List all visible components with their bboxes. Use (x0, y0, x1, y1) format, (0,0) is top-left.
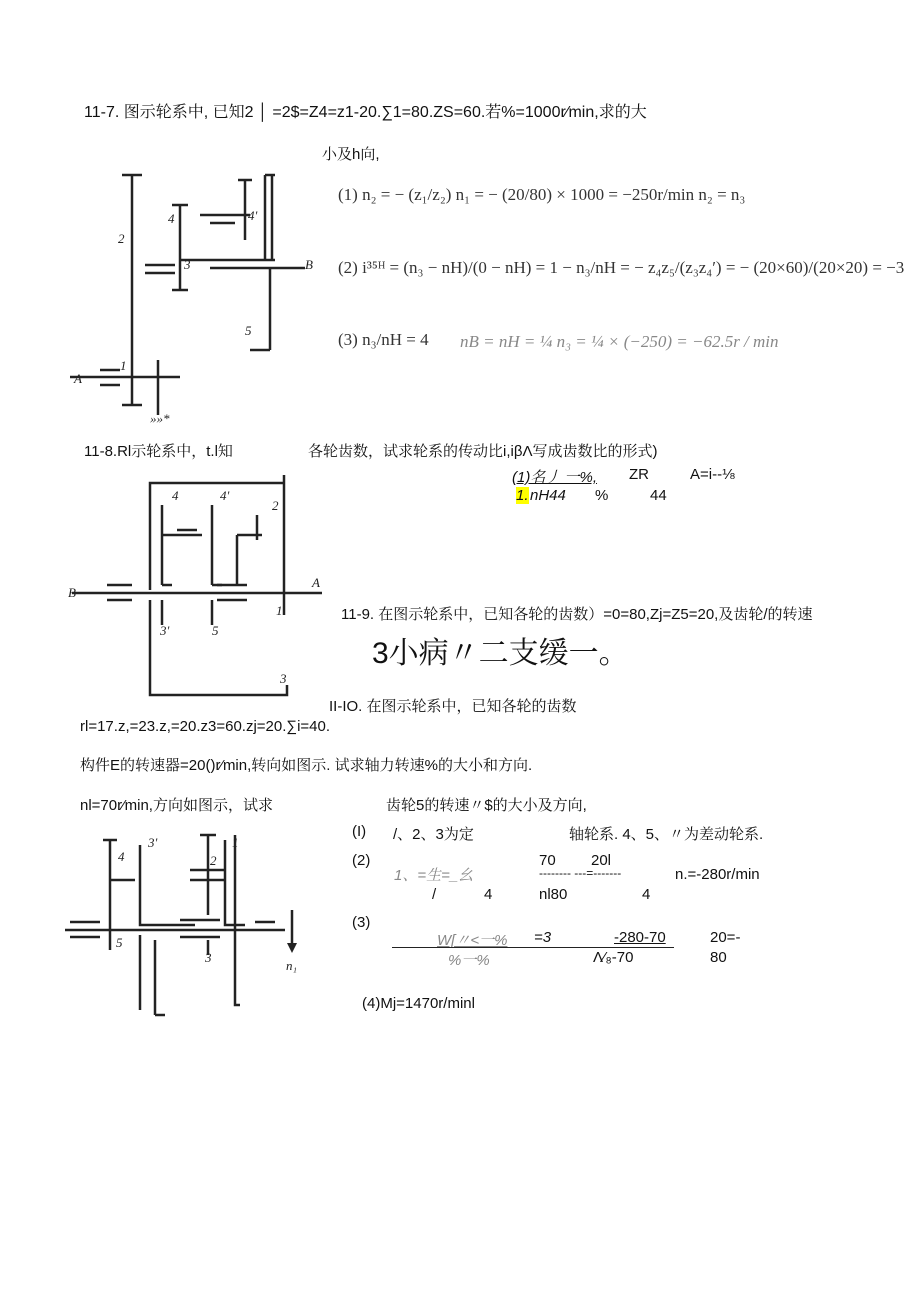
svg-text:2: 2 (210, 853, 217, 868)
answer-2-highlight: 1. (516, 487, 529, 504)
svg-text:4: 4 (118, 849, 125, 864)
step-2-number: (2) (352, 852, 371, 869)
step-3-g: 80 (710, 949, 727, 966)
svg-text:4': 4' (220, 488, 230, 503)
svg-text:2: 2 (118, 231, 125, 246)
svg-text:3': 3' (148, 835, 158, 850)
svg-text:A: A (312, 575, 320, 590)
svg-text:1: 1 (120, 358, 127, 373)
step-2-fraction-line: -------- ---=------- (539, 866, 622, 880)
step-3-e: %一% (448, 952, 490, 969)
gear-train-diagram-11-7 (60, 165, 320, 430)
step-4-result: (4)Mj=1470r/minl (362, 995, 475, 1012)
problem-11-10-heading: II-IO. 在图示轮系中，已知各轮的齿数 (329, 698, 577, 715)
answer-2c: % (595, 487, 609, 504)
solution-step-2: (2) i³⁵ᴴ = (n₃ − nH)/(0 − nH) = 1 − n₃/nH = − z₄z₅/(z₃z₄′) = − (20×60)/(20×20) = −3 (338, 258, 905, 277)
answer-2d: 44 (650, 487, 667, 504)
step-1-text-b: 轴轮系. 4、5、〃为差动轮系. (569, 826, 764, 843)
solution-step-3: (3) n₃/nH = 4 (338, 330, 429, 349)
step-2-g: nl80 (539, 886, 568, 903)
step-3-number: (3) (352, 914, 371, 931)
svg-text:3: 3 (280, 671, 287, 686)
svg-text:n₁: n₁ (286, 958, 298, 973)
problem-11-9-heading: 11-9. 在图示轮系中，已知各轮的齿数）=0=80,Zj=Z5=20,及齿轮/的转速 (341, 606, 813, 623)
step-3-c: -280-70 (614, 929, 666, 946)
teeth-counts: rl=17.z,=23.z,=20.z3=60.zj=20.∑i=40. (80, 718, 331, 735)
step-2-d: 70 (539, 852, 556, 869)
step-3-b: =3 (534, 929, 552, 946)
solution-step-3-result: nB = nH = ¼ n₃ = ¼ × (−250) = −62.5r / min (460, 332, 779, 351)
svg-text:3: 3 (205, 950, 212, 965)
step-2-c: 4 (484, 886, 493, 903)
svg-text:2: 2 (272, 498, 279, 513)
svg-text:A: A (74, 371, 82, 386)
svg-text:B: B (305, 257, 313, 272)
problem-11-9-garbled-line: 3小病〃二支缓一。 (372, 637, 629, 670)
answer-1c: A=i--⅛ (690, 466, 735, 483)
answer-1b: ZR (629, 466, 649, 483)
step-2-e: 20l (591, 852, 612, 869)
svg-text:4: 4 (172, 488, 179, 503)
svg-text:3: 3 (184, 257, 191, 272)
step-3-a: W[〃<一% (437, 932, 508, 949)
svg-text:5: 5 (245, 323, 252, 338)
step-1-text-a: /、2、3为定 (393, 826, 474, 843)
step-3-f: Λ⁄₈-70 (593, 949, 634, 966)
solution-step-1: (1) n₂ = − (z₁/z₂) n₁ = − (20/80) × 1000 = −250r/min n₂ = n₃ (338, 185, 746, 204)
problem-11-8-heading: 11-8.Rl示轮系中，t.l知 (84, 443, 233, 460)
svg-text:4: 4 (168, 211, 175, 226)
step-2-b: / (432, 886, 437, 903)
svg-text:5: 5 (212, 623, 219, 638)
step-2-a: 1、=生=_幺 (394, 867, 474, 884)
step-3-fraction-bar (392, 947, 674, 948)
problem-11-7-heading: 11-7. 图示轮系中, 已知2 │ =2$=Z4=z1-20.∑1=80.ZS=60.若%=1000r⁄min,求的大 (84, 104, 647, 121)
svg-text:3': 3' (160, 623, 170, 638)
question-gear-5: 齿轮5的转速〃$的大小及方向, (386, 797, 587, 814)
svg-text:1: 1 (232, 835, 239, 850)
svg-text:»»*: »»* (150, 411, 170, 426)
speed-statement: 构件E的转速器=20()r⁄min,转向如图示. 试求轴力转速%的大小和方向. (80, 757, 533, 774)
gear-train-diagram-11-10 (60, 825, 310, 1025)
given-speed: nl=70r⁄min,方向如图示，试求 (80, 797, 273, 814)
step-1-number: (I) (352, 823, 367, 840)
svg-text:1: 1 (276, 603, 283, 618)
answer-2b: nH44 (530, 487, 566, 504)
svg-text:5: 5 (116, 935, 123, 950)
svg-text:B: B (68, 585, 76, 600)
step-2-h: 4 (642, 886, 651, 903)
step-2-result: n.=-280r/min (675, 866, 760, 883)
problem-11-7-heading-cont: 小及h向, (322, 146, 380, 163)
gear-train-diagram-11-8 (62, 475, 332, 705)
svg-text:4': 4' (248, 208, 258, 223)
answer-1a: (1)名丿 一%, (512, 469, 598, 486)
problem-11-8-heading-b: 各轮齿数，试求轮系的传动比i,iβΛ写成齿数比的形式) (308, 443, 658, 460)
step-3-d: 20=- (710, 929, 741, 946)
